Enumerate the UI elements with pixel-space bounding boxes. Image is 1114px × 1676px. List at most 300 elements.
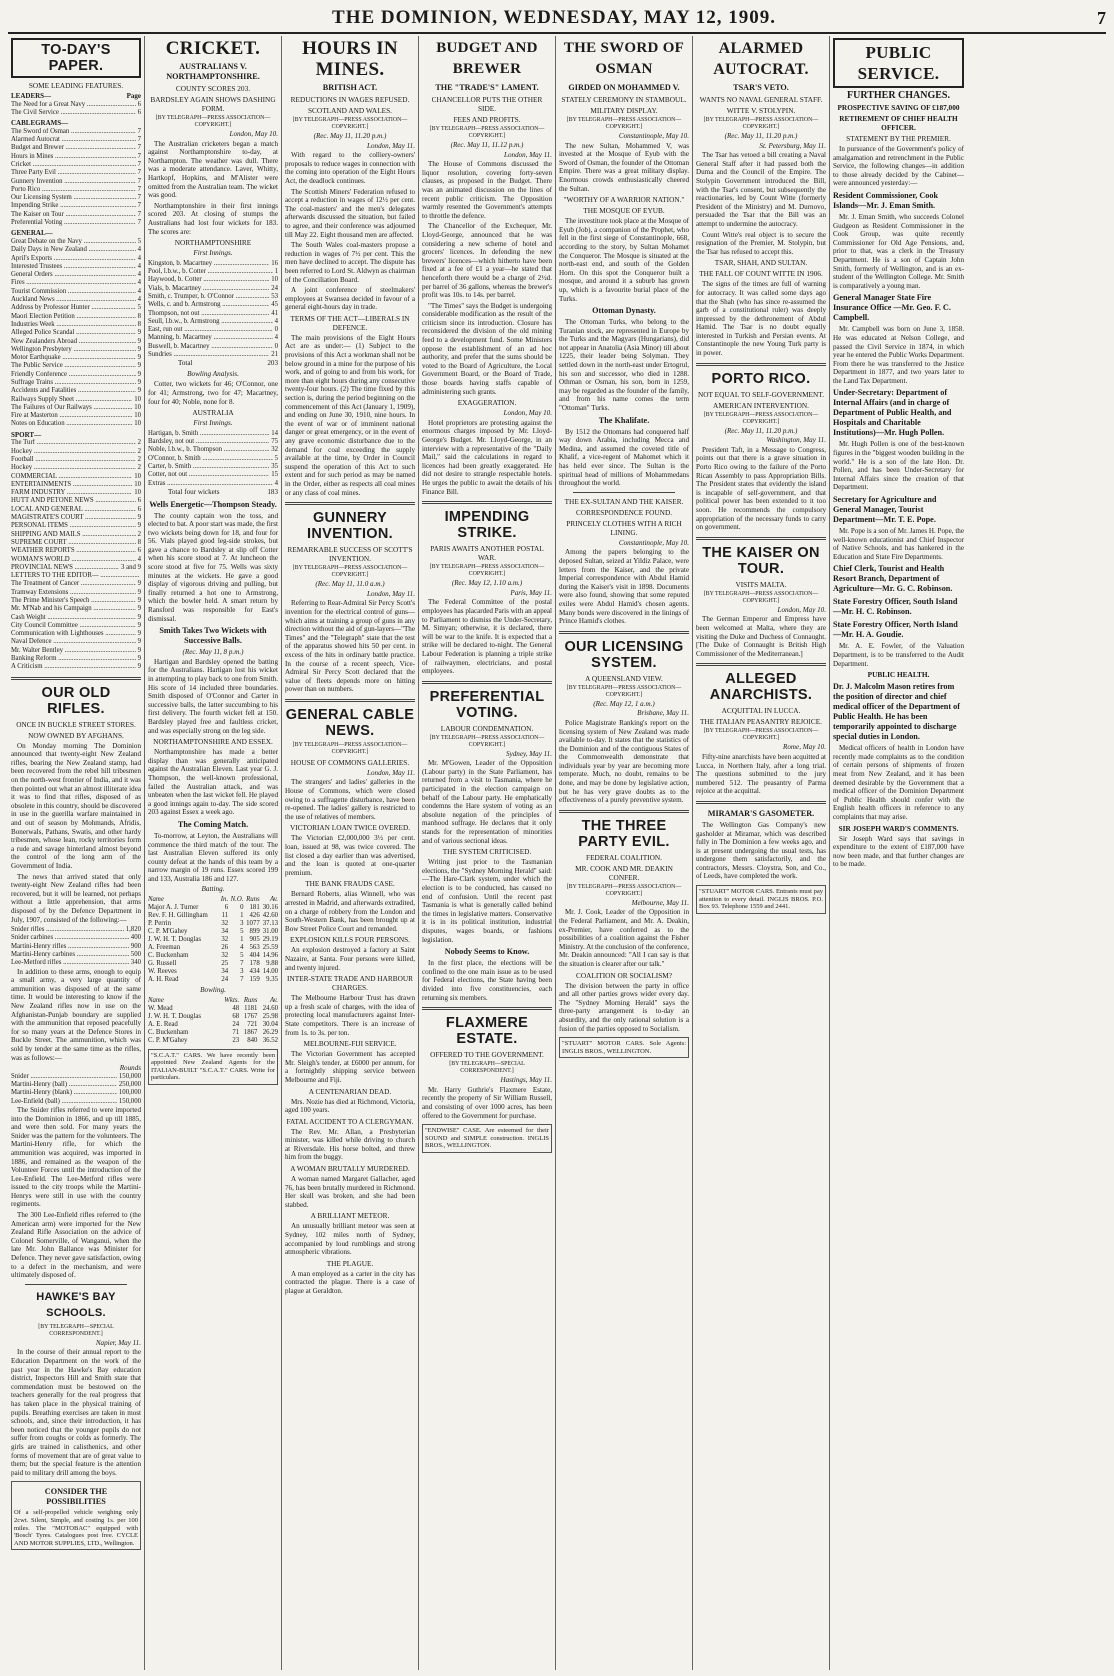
list-item-value: 9 [137, 387, 141, 395]
list-item-value: 45 [271, 301, 278, 309]
list-item-value: 5 [274, 454, 278, 462]
divider [559, 810, 689, 813]
bowling-analysis-label: Bowling Analysis. [187, 369, 239, 378]
subheading: FATAL ACCIDENT TO A CLERGYMAN. [286, 1116, 414, 1126]
list-item-label: LOCAL AND GENERAL ..... [11, 506, 136, 514]
subheading: THE ITALIAN PEASANTRY REJOICE. [700, 717, 822, 727]
list-item-value: 9 [137, 597, 141, 604]
list-item-label: Alarmed Autocrat ..... [11, 136, 136, 144]
list-item-value: 4 [137, 254, 141, 262]
list-item [11, 354, 141, 362]
list-item-label: Thompson, not out ..... [148, 310, 269, 318]
advertisement-motobac [11, 1481, 141, 1550]
list-item [11, 1073, 141, 1081]
list-item-label: Cash Weight ..... [11, 614, 136, 622]
list-item-value: 32 [271, 446, 278, 454]
table-cell: C. Buckenham [148, 952, 189, 960]
subheading: A QUEENSLAND VIEW. [585, 673, 663, 683]
list-item [11, 1089, 141, 1097]
list-item-label: City Council Committee ..... [11, 622, 136, 630]
list-item-value: 150,000 [118, 1072, 141, 1080]
list-item-label: PROVINCIAL NEWS ..... [11, 564, 119, 572]
rec-line: (Rec. May 12, 1.10 a.m.) [451, 579, 523, 588]
table-row [148, 1029, 278, 1037]
subheading: THE BANK FRAUDS CASE. [305, 879, 395, 889]
smith-subheading: Smith Takes Two Wickets with Successive Balls. [159, 626, 267, 646]
table-cell: 7 [240, 976, 244, 984]
list-item-label: Budget and Brewer ..... [11, 144, 136, 152]
table-cell: 30.16 [262, 904, 278, 912]
table-row [148, 920, 278, 928]
advertisement-stuart-motor: "STUART" MOTOR CARS. Entrants must pay attention to every detail. INGLIS BROS. P.O. Box 93. Telephone 1559 and 2441. [696, 885, 826, 914]
agency-line: [BY TELEGRAPH—PRESS ASSOCIATION—COPYRIGHT.] [429, 734, 545, 748]
list-item-label: Hockey ..... [11, 448, 136, 456]
strike-heading: IMPENDING STRIKE. [444, 509, 530, 542]
dateline: Rome, May 10. [783, 743, 826, 752]
subheading: HOUSE OF COMMONS GALLERIES. [290, 757, 410, 767]
subheading: STATEMENT BY THE PREMIER. [846, 134, 951, 143]
list-item-value: 10 [134, 420, 141, 428]
leading-features-subheading: SOME LEADING FEATURES. [28, 81, 124, 90]
subheading: FURTHER CHANGES. [847, 90, 950, 101]
table-cell: 32 [221, 952, 229, 960]
list-item [11, 547, 141, 555]
batting-table [148, 896, 278, 984]
system-text: Writing just prior to the Tasmanian elections, the "Sydney Morning Herald" said:—The Hare-Clark system, under which the election is to be conducted, has caused no end of confusion. Until the recent past Tasmania is what is generally called behind the times in legislative matters. Conservative it is in its political institution, industrial disputes, wages boards, or fashions legislation. [422, 858, 552, 944]
list-item-label: Fire at Masterton ..... [11, 412, 132, 420]
agency-line: [BY TELEGRAPH—PRESS ASSOCIATION—COPYRIGHT.] [566, 883, 682, 897]
column-6 [693, 36, 830, 1670]
list-item [11, 404, 141, 412]
table-row [148, 976, 278, 984]
dateline: London, May 10. [503, 409, 552, 418]
list-item-value: 4 [274, 479, 278, 487]
list-item [11, 304, 141, 312]
divider [422, 501, 552, 504]
list-item-label: Banking Reform ..... [11, 655, 136, 663]
list-item-value: 4 [137, 271, 141, 279]
list-item-label: Martini-Henry (ball) ..... [11, 1081, 117, 1089]
article-paragraph: "The Times" says the Budget is undergoing considerable modification as the result of the criticism since its introduction. Closure has reconsidered the division of the old mining feed to a development fund. Some Ministers oppose the establishment of an ad hoc authority, and prefer that the sums should be voted to the Board of Agriculture, the Local Government Board, or the Board of Trade, those boards having staffs capable of administering such grants. [422, 301, 552, 396]
appointment-text: Mr. Pope is a son of Mr. James H. Pope, the well-known educationist and Chief Inspector of Native Schools, and has hankered in the Education and State Fire Departments. [833, 527, 964, 561]
list-item-value: 41 [271, 309, 278, 317]
table-row [148, 904, 278, 912]
subheading: LABOUR CONDEMNATION. [440, 723, 534, 733]
list-item-value: 9 [137, 329, 141, 337]
table-row [148, 936, 278, 944]
rifles-paragraph-4: The Snider rifles referred to were imported into the Dominion in 1866, and up till 1885, and were then sold. For many years the Snider was the pattern for the volunteers. The Martini-Henry rifle, for which the ammunition was acquired, was imported in 1886, and remained as the weapon of the Volunteer Forces until the introduction of the Lee-Enfield. The Lee-Metford rifles were issued to the city troops while the Martini-Henrys were still in use with the country regiments. [11, 1105, 141, 1209]
list-item-label: Martini-Henry rifles ..... [11, 943, 129, 951]
list-item-value: 6 [137, 497, 141, 505]
list-item-label: Tourist Commission ..... [11, 288, 136, 296]
table-row [148, 952, 278, 960]
list-item-label: Martini-Henry (blank) ..... [11, 1089, 117, 1097]
list-item-value: 9 [137, 337, 141, 345]
list-item-value: 500 [130, 951, 141, 959]
table-cell: 26 [221, 944, 229, 952]
subheading: Ottoman Dynasty. [592, 306, 656, 316]
article-paragraph: The South Wales coal-masters propose a reduction in wages of 7½ per cent. This the men have declined to accept. The dispute has been referred to Lord St. Aldwyn as chairman of the Conciliation Board. [285, 241, 416, 284]
list-item [11, 1098, 141, 1106]
essex-subheading: NORTHAMPTONSHIRE AND ESSEX. [153, 737, 273, 747]
list-item-label: Mr. Walter Bentley ..... [11, 647, 136, 655]
agency-line: [BY TELEGRAPH—PRESS ASSOCIATION—COPYRIGHT.] [429, 126, 545, 139]
agency-line: [BY TELEGRAPH—SPECIAL CORRESPONDENT.] [38, 1323, 114, 1337]
column-5 [556, 36, 693, 1670]
list-item [148, 471, 278, 479]
divider [25, 1284, 127, 1285]
list-item [11, 321, 141, 329]
batting-table-body [148, 904, 278, 984]
table-cell: 68 [232, 1012, 240, 1020]
dateline: London, May 11. [367, 141, 415, 150]
list-item [11, 605, 141, 613]
table-cell: 1 [240, 912, 244, 920]
table-row [148, 968, 278, 976]
list-item-label: ENTERTAINMENTS ..... [11, 481, 132, 489]
list-item [11, 186, 141, 194]
list-item [11, 522, 141, 530]
subheading: THE FALL OF COUNT WITTE IN 1906. [699, 269, 823, 279]
table-row [148, 1037, 278, 1045]
list-item-value: 100,000 [118, 1089, 141, 1097]
list-item [11, 439, 141, 447]
cable-text: The strangers' and ladies' galleries in the House of Commons, which were closed owing to a suffragette disturbance, have been re-opened. The ladies' gallery is restricted to the use of relatives of members. [285, 778, 415, 821]
appointment-text: Mr. A. E. Fowler, of the Valuation Department, is to be transferred to the Audit Department. [833, 642, 964, 668]
list-item-value: 9 [137, 655, 141, 663]
dateline: Melbourne, May 11. [631, 898, 689, 907]
ammo-list [11, 1073, 141, 1106]
list-item-label: Accidents and Fatalities ..... [11, 387, 136, 395]
subheading: The Khalifate. [598, 415, 650, 425]
table-header-cell: In. [220, 896, 229, 904]
nobody-text: In the first place, the elections will be confined to the one main issue as to be used for Federal elections, the State having been divided into five constituencies, each returning six members. [422, 959, 552, 1002]
northants-score-heading: NORTHAMPTONSHIRE [174, 238, 252, 248]
table-header-cell: Name [148, 896, 164, 904]
list-item-value: 2 [137, 455, 141, 463]
list-item [11, 396, 141, 404]
list-item-label: Suffrage Trains ..... [11, 379, 136, 387]
list-item [11, 371, 141, 379]
table-header-row [148, 997, 278, 1005]
list-item-value: 10 [134, 489, 141, 497]
list-item-label: Hours in Mines ..... [11, 153, 136, 161]
advert-heading: CONSIDER THE POSSIBILITIES [44, 1487, 108, 1507]
list-item [11, 362, 141, 370]
list-item [11, 630, 141, 638]
list-item-label: Motor Earthquake ..... [11, 354, 136, 362]
coming-match-text: To-morrow, at Leyton, the Australians will commence the third match of the tour. The last Australian Eleven suffered its only county defeat at the hands of this team by a narrow margin of 19 runs. Essex scored 199 and 133, Australia 186 and 127. [148, 831, 278, 883]
list-item-value: 7 [137, 160, 141, 168]
dateline: Washington, May 11. [766, 436, 826, 445]
list-item-label: Sundries ..... [148, 351, 269, 359]
list-item-label: Seull, l.b.w., b. Armstrong ..... [148, 318, 273, 326]
list-item-value: 4 [137, 279, 141, 287]
australia-score-heading: AUSTRALIA [192, 408, 234, 418]
list-item [11, 473, 141, 481]
dateline: London, May 11. [367, 768, 415, 777]
list-item [11, 539, 141, 547]
tsar-text: The signs of the times are full of warning for autocracy. It was called some days ago that the Shah (who has since re-assumed the garb of a constitutional ruler) was deeply impressed by the dethronement of Abdul Hamid. The Tsar is no doubt equally interested in Turkish and Persian events. At Constantinople the new Young Turk party is in power. [696, 280, 826, 358]
list-item-value: 1,820 [125, 926, 141, 934]
alarmed-autocrat-heading: ALARMED AUTOCRAT. [713, 40, 809, 78]
list-item-label: Martini-Henry carbines ..... [11, 951, 129, 959]
exaggeration-text: Hotel proprietors are protesting against the enormous charges imposed by Mr. Lloyd-George's Budget. Mr. Lloyd-George, in an interview with a representative of the "Daily Mail," said the calculations in regard to licences had been greatly exaggerated. He did not desire to strangle respectable hotels. He urges the public to await the details of his Finance Bill. [422, 418, 552, 496]
list-item-value: 9 [137, 613, 141, 621]
table-cell: 181 [249, 904, 260, 912]
plague-text: A man employed as a carter in the city has contracted the plague. There is a case of plague at Geraldton. [285, 1269, 415, 1295]
list-item [148, 455, 278, 463]
divider [422, 1007, 552, 1010]
list-item [148, 351, 278, 359]
subheading: TSAR'S VETO. [733, 83, 789, 92]
batting-label: Batting. [201, 885, 225, 894]
list-item-label: Preferential Voting ..... [11, 219, 136, 227]
table-cell: 426 [249, 912, 260, 920]
toc-sport-label: SPORT— [11, 430, 42, 439]
subheading: PRINCELY CLOTHES WITH A RICH LINING. [566, 518, 682, 537]
list-item-label: The Civil Service ..... [11, 109, 136, 117]
rec-line: (Rec. May 11, 11.0 a.m.) [315, 580, 385, 589]
list-item [11, 1081, 141, 1089]
subheading: RETIREMENT OF CHIEF HEALTH OFFICER. [839, 114, 958, 132]
table-cell: 1767 [243, 1012, 258, 1020]
list-item-label: HUTT AND PETONE NEWS ..... [11, 497, 136, 505]
rifles-paragraph-5: The 300 Lee-Enfield rifles referred to (the American arm) were imported for the New Zealand Rifle Association on the advice of Colonel Somerville, of Wanganui, when the late Mr. John Ballance was Minister for Defence. They never gave satisfaction, owing to a defect in the mechanism, and were ultimately disposed of. [11, 1211, 141, 1280]
article-paragraph: The new Sultan, Mohammed V, was invested at the Mosque of Eyub with the Sword of Osman, the founder of the Ottoman Empire. There was a great military display. Enormous crowds enthusiastically cheered the Sultan. [559, 141, 689, 193]
gunnery-text: Referring to Rear-Admiral Sir Percy Scott's invention for the electrical control of guns—which aims at training a group of guns in any direction without the aid of gun-layers—"The Times" and the "Telegraph" state that the test of the apparatus showed hits 50 per cent. in excess of the hits in ordinary battle practice. In the course of a recent speech, Vice-Admiral Sir Percy Scott declared that the value of fleets depends more on hitting power than on numbers. [285, 599, 415, 694]
innings-label: First Innings. [193, 249, 233, 258]
list-item-value: 7 [137, 177, 141, 185]
article-paragraph: The Scottish Miners' Federation refused to accept a reduction in wages of 12½ per cent. The coal-masters' and the men's delegates afterwards discussed the situation, but failed to agree, and their conference was adjourned till May 22. Eight thousand men are affected. [285, 187, 415, 239]
article-paragraph: The House of Commons discussed the liquor resolution, covering forty-seven clauses, as proposed in the Budget. There was an animated discussion on the lines of recent public criticism. The Opposition warmly resented the Government's attempts to throttle the defence. [422, 160, 552, 220]
list-item-label: Communication with Lighthouses ..... [11, 630, 136, 638]
clergyman-text: The Rev. Mr. Allan, a Presbyterian minister, was killed while driving to church at Riversdale. His horse bolted, and threw him from the buggy. [285, 1127, 415, 1162]
list-item-value: 21 [271, 350, 278, 358]
list-item-value: 4 [137, 296, 141, 304]
list-item-value: 7 [137, 210, 141, 218]
divider [285, 502, 415, 505]
list-item [11, 489, 141, 497]
preferential-heading: PREFERENTIAL VOTING. [429, 688, 545, 721]
khalifate-text: By 1512 the Ottomans had conquered half way down Arabia, including Mecca and Medina, and assumed the coveted title of Khalif, a vice-regent of Mahomet which it has held ever since. The Sultan is the spiritual head of millions of Mohammedans throughout the world. [559, 427, 689, 488]
list-item-label: MAGISTRATE'S COURT ..... [11, 514, 136, 522]
table-cell: A. E. Read [148, 1020, 178, 1028]
list-item [148, 260, 278, 268]
cricket-subheading-3: BARDSLEY AGAIN SHOWS DASHING FORM. [150, 95, 276, 113]
subheading: VISITS MALTA. [735, 579, 787, 589]
list-item [148, 310, 278, 318]
table-cell: 26.29 [262, 1028, 278, 1036]
column-1 [8, 36, 145, 1670]
agency-line: [BY TELEGRAPH—PRESS ASSOCIATION—COPYRIGHT.] [703, 411, 819, 425]
column-7 [830, 36, 967, 1670]
list-item-label: The Kaiser on Tour ..... [11, 211, 136, 219]
newspaper-page [8, 36, 1106, 1670]
subheading: ACQUITTAL IN LUCCA. [721, 706, 801, 716]
list-item [11, 597, 141, 605]
list-item-value: 9 [137, 345, 141, 353]
list-item-value: 9 [137, 354, 141, 362]
list-item [11, 412, 141, 420]
list-item-label: The Public Service ..... [11, 362, 136, 370]
cricket-paragraph-1: The Australian cricketers began a match against Northamptonshire to-day, at Northampton. The weather was dull. There was a moderate attendance. Laver, Whitty, Hartkopf, Hopkins, and M'Alister were omitted from the Australian team. The wicket was good. [148, 139, 278, 200]
list-item-value: 0 [274, 342, 278, 350]
list-item-label: Alleged Police Scandal ..... [11, 329, 136, 337]
table-cell: 24 [232, 1020, 240, 1028]
dateline: Constantinople, May 10. [618, 132, 689, 140]
list-item [11, 329, 141, 337]
list-item-value: 8 [137, 320, 141, 328]
list-item-label: Football ..... [11, 456, 136, 464]
licensing-heading: OUR LICENSING SYSTEM. [564, 638, 684, 671]
list-item [11, 506, 141, 514]
subheading: NOT EQUAL TO SELF-GOVERNMENT. [697, 389, 825, 399]
list-item-label: Railways Supply Sheet ..... [11, 396, 132, 404]
list-item-label: SHIPPING AND MAILS ..... [11, 531, 136, 539]
subheading: EXAGGERATION. [457, 398, 517, 408]
trade-text: The Melbourne Harbour Trust has drawn up a fresh scale of charges, with the idea of protecting local manufacturers against Inter-State competitors. There is an increase of from 1s. to 3s. per ton. [285, 994, 415, 1037]
hours-in-mines-heading: HOURS IN MINES. [302, 38, 398, 80]
list-item-value: 4 [137, 287, 141, 295]
fraud-text: Bernard Roberts, alias Winnell, who was arrested in Madrid, and afterwards extradited, on a charge of robbery from the London and South-Western Bank, has been brought up at Bow Street Police Court and remanded. [285, 890, 415, 933]
divider [285, 699, 415, 702]
dateline: St. Petersburg, May 11. [759, 141, 826, 150]
appointment-text: Mr. Campbell was born on June 3, 1858. He was educated at Nelson College, and passed the Civil Service in 1874, in which year he entered the Public Works Department. From there he was transferred to the Justice Department in 1877, and two years later to the Land Tax Department. [833, 325, 964, 385]
toc-cablegrams [11, 128, 141, 228]
list-item-label: Snider carbines ..... [11, 934, 129, 942]
subheading: PARIS AWAITS ANOTHER POSTAL WAR. [430, 544, 544, 563]
health-intro: Dr. J. Malcolm Mason retires from the position of director and chief medical officer of the Department of Public Health. He has been temporarily appointed to discharge special duties in London. [833, 682, 960, 742]
column-3 [282, 36, 419, 1670]
list-item-value: 14 [271, 429, 278, 437]
loan-text: The Victorian £2,000,000 3½ per cent. loan, issued at 98, was twice covered. The list closed a day earlier than was advertised, and the loan is quoted at one-quarter premium. [285, 834, 415, 877]
list-item-label: Vials, b. Macartney ..... [148, 285, 269, 293]
appointment-heading: Chief Clerk, Tourist and Health Resort Branch, Department of Agriculture—Mr. G. C. Robinson. [833, 564, 953, 594]
wells-subheading: Wells Energetic—Thompson Steady. [149, 499, 277, 509]
subheading: BRITISH ACT. [322, 83, 378, 92]
list-item-value [139, 572, 141, 580]
flaxmere-text: Mr. Harry Guthrie's Flaxmere Estate, recently the property of Sir William Russell, and consisting of over 1000 acres, has been offered to the Government for purchase. [422, 1085, 552, 1120]
rec-line: (Rec. May 12, 1 a.m.) [593, 699, 655, 708]
list-item-label: Impending Strike ..... [11, 202, 136, 210]
list-item-value: 9 [137, 588, 141, 596]
table-cell: 32 [221, 920, 229, 928]
masthead [8, 4, 1106, 34]
dateline: Hastings, May 11. [500, 1076, 552, 1085]
table-cell: 36.52 [262, 1036, 278, 1044]
list-item-value: 7 [137, 202, 141, 210]
list-item [11, 622, 141, 630]
table-cell: 14.96 [262, 952, 278, 960]
table-cell: C. Buckenham [148, 1028, 189, 1036]
list-item [148, 293, 278, 301]
list-item-value: 9 [137, 621, 141, 629]
table-cell: 42.60 [262, 912, 278, 920]
divider [559, 631, 689, 634]
table-cell: 30.04 [262, 1020, 278, 1028]
appointment-text: Mr. J. Eman Smith, who succeeds Colonel Gudgeon as Resident Commissioner in the Cook Group, was quite recently Commissioner for Old Age Pensions, and, prior to that, was a clerk in the Treasury Department. He is a son of Captain John Smith, formerly of Wellington, and is an ex-student of the Wellington College. Mr. Smith is comparatively a young man. [833, 212, 964, 290]
gasometer-text: The Wellington Gas Company's new gasholder at Miramar, which was described fully in The Dominion a few weeks ago, and is at present undergoing the usual tests, has undergone them satisfactorily, and the contractors, Messrs. Cloystra, Son, and Co., of Leeds, have completed the work. [696, 820, 826, 881]
list-item-label: Lee-Enfield (ball) ..... [11, 1098, 117, 1106]
agency-line: [BY TELEGRAPH—SPECIAL CORRESPONDENT.] [449, 1061, 525, 1075]
appointment-heading: Under-Secretary: Department of Internal Affairs (and in charge of Department of Public Health, and Hospitals and Charitable Institutions)—Mr. Hugh Pollen. [833, 388, 952, 438]
table-cell: 25 [221, 960, 229, 968]
subheading: "WORTHY OF A WARRIOR NATION." [563, 195, 685, 205]
table-row [148, 912, 278, 920]
bowling-analysis-text: Cotter, two wickets for 46; O'Connor, one for 41; Armstrong, two for 47; Macartney, four for 40; Noble, none for 8. [148, 380, 278, 406]
dateline: Constantinople, May 10. [618, 538, 689, 547]
subheading: THE SYSTEM CRITICISED. [442, 847, 532, 857]
table-cell: 1 [240, 936, 244, 944]
dateline: London, May 10. [777, 605, 826, 614]
advert-text: Of a self-propelled vehicle weighing only 2cwt. Silent, Simple, and costing 1s. per 100 miles. The "MOTOBAC" equipped with 'Bosch' Tyres. Catalogues post free. CYCLE AND MOTOR SUPPLIES, LTD., Wellington. [14, 1509, 138, 1547]
list-item [148, 446, 278, 454]
subheading: PROSPECTIVE SAVING OF £187,000 [837, 103, 960, 112]
page-number: 7 [1097, 7, 1106, 28]
list-item-label: Buswell, b. Macartney ..... [148, 343, 273, 351]
rifles-subheading: ONCE IN BUCKLE STREET STORES. [16, 719, 136, 729]
table-cell: C. P. M'Gahey [148, 1036, 188, 1044]
list-item [148, 480, 278, 488]
table-cell: 3 [240, 968, 244, 976]
dateline: Paris, May 11. [510, 588, 552, 597]
list-item [11, 514, 141, 522]
list-item-label: Daily Days in New Zealand ..... [11, 246, 136, 254]
table-cell: 159 [249, 976, 260, 984]
list-item [11, 379, 141, 387]
list-item [11, 296, 141, 304]
list-item [11, 271, 141, 279]
table-cell: 24.60 [262, 1004, 278, 1012]
list-item-label: Gunnery Invention ..... [11, 178, 136, 186]
list-item [11, 572, 141, 580]
toc-general-label: GENERAL— [11, 229, 53, 238]
masthead-spacer [8, 11, 11, 26]
list-item-value: 75 [271, 438, 278, 446]
australia-scorecard [148, 430, 278, 488]
agency-line: [BY TELEGRAPH—PRESS ASSOCIATION—COPYRIGHT.] [703, 728, 819, 742]
list-item-label: Noble, l.b.w., b. Thompson ..... [148, 446, 269, 454]
subheading: REDUCTIONS IN WAGES REFUSED. [290, 95, 410, 104]
table-cell: 0 [240, 904, 244, 912]
subheading: STATELY CEREMONY IN STAMBOUL. [561, 95, 687, 104]
list-item [11, 934, 141, 942]
list-item-value: 9 [137, 605, 141, 613]
table-cell: 32 [221, 936, 229, 944]
table-cell: 71 [232, 1028, 240, 1036]
list-item [11, 556, 141, 564]
table-row [148, 928, 278, 936]
toc-leaders-label: LEADERS— Page [11, 92, 141, 100]
subheading: A BRILLIANT METEOR. [310, 1211, 390, 1221]
list-item [11, 464, 141, 472]
list-item-label: Naval Defence ..... [11, 638, 136, 646]
subheading: Nobody Seems to Know. [444, 947, 530, 957]
northants-total: Total 203 [178, 359, 278, 368]
list-item-value: 5 [137, 304, 141, 312]
list-item-value: 10 [134, 395, 141, 403]
list-item-value: 7 [137, 185, 141, 193]
preferential-text: Mr. M'Gowen, Leader of the Opposition (Labour party) in the State Parliament, has returned from a visit to Tasmania, where he participated in the election campaign on behalf of the Labour party. He emphatically condemns the Hare system of voting as an absolute negation of the principles of manhood suffrage. He declares that it only stands for the representation of minorities and of various sectional ideas. [422, 759, 552, 845]
list-item [11, 136, 141, 144]
list-item-label: Maori Election Petition ..... [11, 313, 136, 321]
subheading: VICTORIAN LOAN TWICE OVERED. [289, 823, 411, 833]
list-item-value: 10 [134, 472, 141, 480]
dateline: Brisbane, May 11. [637, 709, 689, 718]
list-item-label: PERSONAL ITEMS ..... [11, 522, 136, 530]
coming-match-subheading: The Coming Match. [177, 819, 249, 829]
